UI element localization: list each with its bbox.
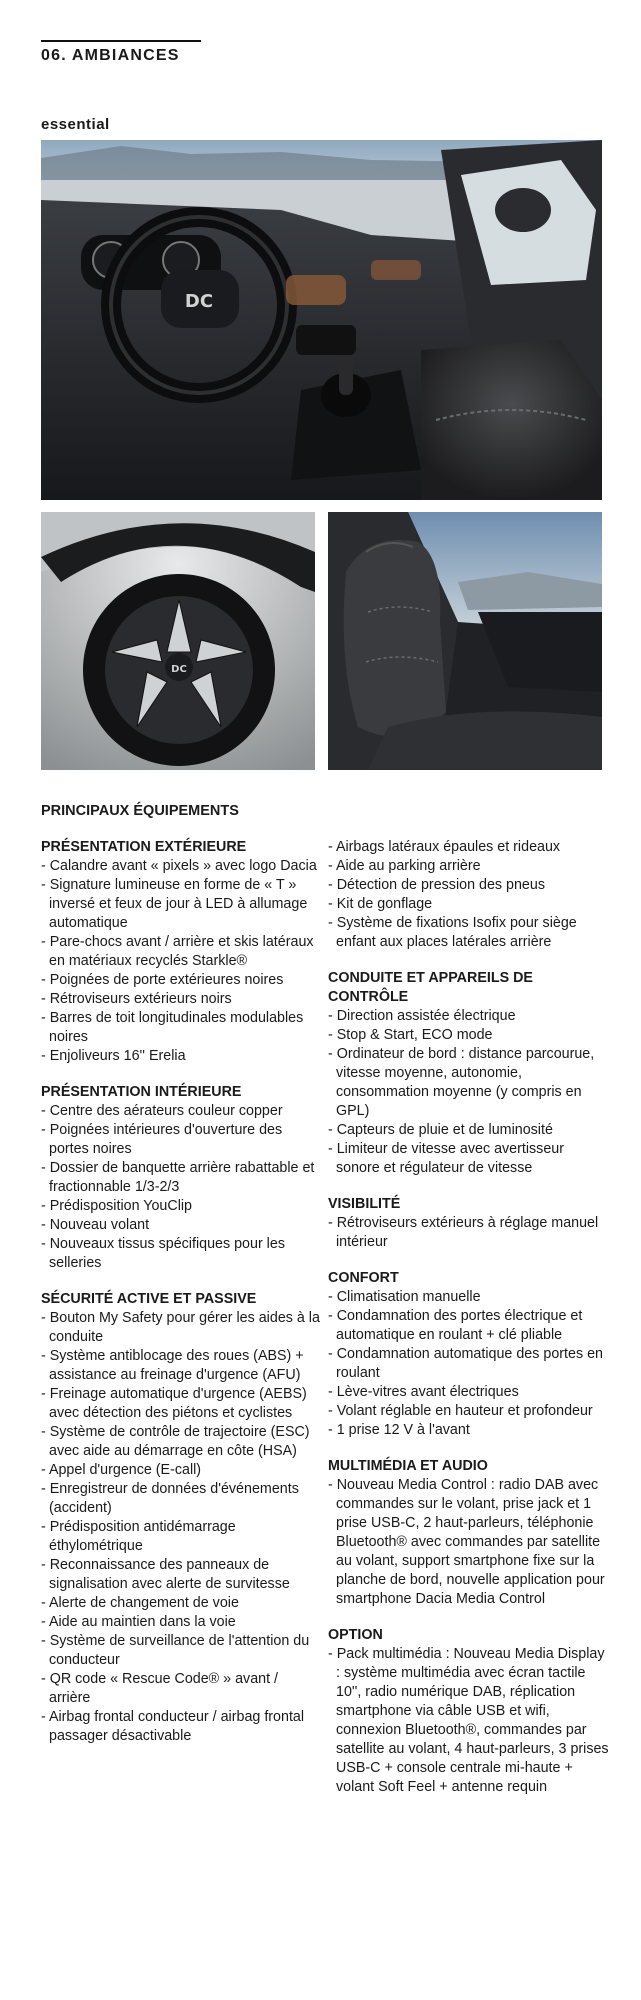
feature-item: - Rétroviseurs extérieurs à réglage manuel intérieur <box>328 1215 599 1250</box>
feature-item: - Calandre avant « pixels » avec logo Dacia <box>41 858 317 874</box>
feature-item: - Reconnaissance des panneaux de signalisation avec alerte de survitesse <box>41 1557 290 1592</box>
feature-item: - Centre des aérateurs couleur copper <box>41 1103 283 1119</box>
feature-item: - Lève-vitres avant électriques <box>328 1384 519 1400</box>
feature-item: - Dossier de banquette arrière rabattable et fractionnable 1/3-2/3 <box>41 1160 315 1195</box>
feature-item: - Pare-chocs avant / arrière et skis latéraux en matériaux recyclés Starkle® <box>41 934 314 969</box>
feature-item: - Limiteur de vitesse avec avertisseur sonore et régulateur de vitesse <box>328 1141 564 1176</box>
feature-item: - Aide au maintien dans la voie <box>41 1614 236 1630</box>
feature-list <box>41 857 321 1066</box>
feature-list <box>328 1288 610 1440</box>
feature-item: - Airbag frontal conducteur / airbag frontal passager désactivable <box>41 1709 305 1744</box>
feature-item: - Prédisposition antidémarrage éthylométrique <box>41 1519 236 1554</box>
equipment-column-left <box>41 838 321 1746</box>
feature-item: - Bouton My Safety pour gérer les aides à la conduite <box>41 1310 320 1345</box>
feature-item: - Pack multimédia : Nouveau Media Display : système multimédia avec écran tactile 10'', radio numérique DAB, réplication smartphone via câble USB et wifi, connexion Bluetooth®, commandes par satellite au volant, 4 haut-parleurs, 3 prises USB-C + console centrale mi-haute + volant Soft Feel + antenne requin <box>328 1646 609 1795</box>
svg-text:DC: DC <box>171 664 187 675</box>
category-title: CONFORT <box>328 1270 399 1286</box>
feature-item: - Poignées intérieures d'ouverture des portes noires <box>41 1122 283 1157</box>
equipment-title: PRINCIPAUX ÉQUIPEMENTS <box>41 803 239 819</box>
feature-list <box>41 1102 321 1273</box>
front-seat-photo <box>328 512 602 770</box>
feature-item: - Capteurs de pluie et de luminosité <box>328 1122 553 1138</box>
category-title: CONDUITE ET APPAREILS DE CONTRÔLE <box>328 970 533 1005</box>
feature-item: - Système de fixations Isofix pour siège enfant aux places latérales arrière <box>328 915 577 950</box>
feature-item: - Rétroviseurs extérieurs noirs <box>41 991 232 1007</box>
header-rule <box>41 40 201 42</box>
feature-item: - Airbags latéraux épaules et rideaux <box>328 839 561 855</box>
feature-item: - Système de surveillance de l'attention du conducteur <box>41 1633 310 1668</box>
category-title: SÉCURITÉ ACTIVE ET PASSIVE <box>41 1291 257 1307</box>
feature-item: - Condamnation automatique des portes en roulant <box>328 1346 603 1381</box>
feature-item: - Kit de gonflage <box>328 896 433 912</box>
feature-item: - Stop & Start, ECO mode <box>328 1027 493 1043</box>
feature-item: - Enjoliveurs 16'' Erelia <box>41 1048 186 1064</box>
feature-item: - Signature lumineuse en forme de « T » inversé et feux de jour à LED à allumage automatique <box>41 877 308 931</box>
feature-list <box>328 1645 610 1797</box>
feature-item: - Appel d'urgence (E-call) <box>41 1462 202 1478</box>
feature-item: - Nouveaux tissus spécifiques pour les selleries <box>41 1236 285 1271</box>
feature-item: - Système de contrôle de trajectoire (ESC) avec aide au démarrage en côte (HSA) <box>41 1424 310 1459</box>
feature-item: - Enregistreur de données d'événements (accident) <box>41 1481 299 1516</box>
feature-list <box>328 1214 610 1252</box>
feature-item: - Système antiblocage des roues (ABS) + assistance au freinage d'urgence (AFU) <box>41 1348 304 1383</box>
feature-item: - Direction assistée électrique <box>328 1008 516 1024</box>
feature-item: - Prédisposition YouClip <box>41 1198 193 1214</box>
feature-list <box>328 1007 610 1178</box>
dashboard-interior-photo <box>41 140 602 500</box>
feature-list <box>328 838 610 952</box>
feature-item: - Nouveau volant <box>41 1217 150 1233</box>
feature-item: - Condamnation des portes électrique et automatique en roulant + clé pliable <box>328 1308 583 1343</box>
category-title: MULTIMÉDIA ET AUDIO <box>328 1458 488 1474</box>
feature-list <box>41 1309 321 1746</box>
feature-item: - 1 prise 12 V à l'avant <box>328 1422 470 1438</box>
category-title: PRÉSENTATION EXTÉRIEURE <box>41 839 247 855</box>
feature-list <box>328 1476 610 1609</box>
feature-item: - Climatisation manuelle <box>328 1289 481 1305</box>
alloy-wheel-photo <box>41 512 315 770</box>
svg-text:DC: DC <box>184 291 214 312</box>
equipment-column-right <box>328 838 610 1797</box>
feature-item: - QR code « Rescue Code® » avant / arrière <box>41 1671 279 1706</box>
feature-item: - Aide au parking arrière <box>328 858 481 874</box>
section-title: 06. AMBIANCES <box>41 47 180 64</box>
trim-name: essential <box>41 116 110 133</box>
feature-item: - Poignées de porte extérieures noires <box>41 972 284 988</box>
feature-item: - Alerte de changement de voie <box>41 1595 239 1611</box>
category-title: VISIBILITÉ <box>328 1196 401 1212</box>
category-title: OPTION <box>328 1627 383 1643</box>
feature-item: - Volant réglable en hauteur et profondeur <box>328 1403 593 1419</box>
feature-item: - Détection de pression des pneus <box>328 877 545 893</box>
feature-item: - Barres de toit longitudinales modulables noires <box>41 1010 304 1045</box>
feature-item: - Ordinateur de bord : distance parcourue, vitesse moyenne, autonomie, consommation moyenne (y compris en GPL) <box>328 1046 595 1119</box>
category-title: PRÉSENTATION INTÉRIEURE <box>41 1084 242 1100</box>
feature-item: - Freinage automatique d'urgence (AEBS) avec détection des piétons et cyclistes <box>41 1386 307 1421</box>
feature-item: - Nouveau Media Control : radio DAB avec commandes sur le volant, prise jack et 1 prise USB-C, 2 haut-parleurs, téléphonie Bluetooth® avec commandes par satellite au volant, support smartphone fixe sur la planche de bord, nouvelle application pour smartphone Dacia Media Control <box>328 1477 605 1607</box>
